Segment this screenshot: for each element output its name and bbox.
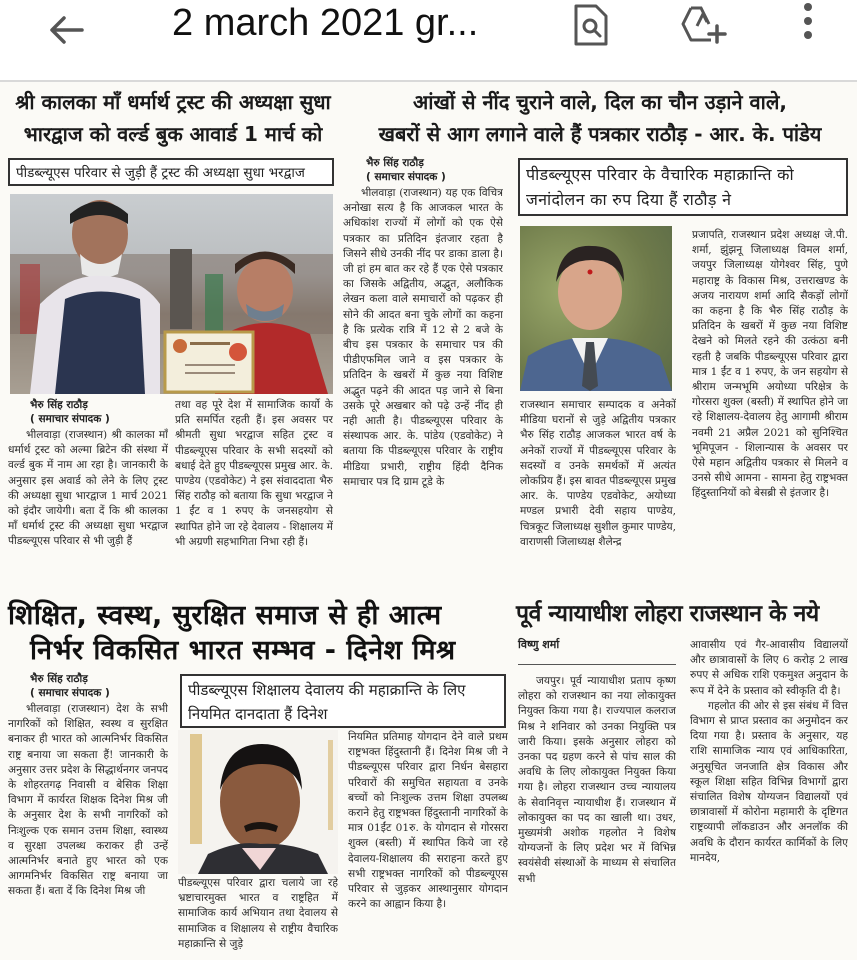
newspaper-page[interactable] (0, 82, 857, 960)
drive-add-icon (677, 2, 733, 50)
article-text: भीलवाड़ा (राजस्थान) यह एक विचित्र अनोखा सत्य है कि आजकल भारत के अधिकांश राज्यों में लोगों को एक ऐसे पत्रकार का प्रतिदिन इंतजार रहता है जिसने सीधे उनकी नींद पर डाका डाला है। जी हां हम बात कर रहे हैं एक ऐसे पत्रकार का जिसके अद्वितीय, अद्भुत, अलौकिक लेखन कला वाले समाचारों को पढ़कर ही सोने की आदत बना चुके लोगों का कहना है कि प्रत्येक रात्रि में 12 से 2 बजे के बीच इस पत्रकार के समाचार पत्र की पीडीएफमिल जाने व इस पत्रकार के प्रतिदिन के खबरों में कुछ नया विशिष्ट अद्भुत पढ़ने की आदत पड़ जाने से बिना उसके पूरे अखबार को पढ़े उन्हें नींद ही नही आती है। पीडब्ल्यूएस परिवार के संस्थापक आर. के. पांडेय (एडवोकेट) ने बताया कि पीडब्ल्यूएस परिवार के राष्ट्रीय मीडिया प्रभारी, राष्ट्रीय हिंदी दैनिक समाचार पत्र दि ग्राम टूडे के (343, 187, 503, 488)
article-text: गहलोत की ओर से इस संबंध में वित्त विभाग से प्राप्त प्रस्ताव का अनुमोदन कर दिया गया है। प्रस्ताव के अनुसार, यह राशि सामाजिक न्याय एवं आधिकारिता, अनुसूचित जनजाति क्षेत्र विकास और स्कूल शिक्षा सहित विभिन्न विभागों द्वारा संचालित विशेष योग्यजन विद्यालयों एवं छात्रावासों में कोरोना महामारी के दृष्टिगत राष्ट्रव्यापी लॉकडाउन और अनलॉक की अवधि के दौरान कार्यरत कार्मिकों के लिए मानदेय, (690, 699, 848, 864)
article2-column-3 (692, 228, 848, 598)
article4-column-2 (690, 638, 848, 960)
article-text: राजस्थान समाचार सम्पादक व अनेकों मीडिया घरानों से जुड़े अद्वितीय पत्रकार भैरु सिंह राठौड़ आजकल भारत वर्ष के अनेकों राज्यों में पीडब्ल्यूएस परिवार के सदस्यों व उनके समर्थकों में अत्यंत लोकप्रिय हैं। इस बावत पीडब्ल्यूएस प्रमुख आर. के. पाण्डेय एडवोकेट, अयोध्या मण्डल प्रभारी देवी सहाय पाण्डेय, चित्रकूट जिलाध्यक्ष सुशील कुमार पाण्डेय, वाराणसी जिलाध्यक्ष शैलेन्द्र (520, 399, 676, 548)
document-search-icon (568, 2, 616, 50)
award-photo (10, 194, 333, 394)
article4-byline: विष्णु शर्मा (518, 638, 560, 651)
article-text: तथा वह पूरे देश में सामाजिक कार्यो के प्रति समर्पित रहती हैं। इस अवसर पर श्रीमती सुधा भरद्वाज सहित ट्रस्ट व पीडब्ल्यूएस परिवार के सभी सदस्यों को बधाई देते हुए पीडब्ल्यूएस प्रमुख आर. के. पाण्डेय (एडवोकेट) ने इस संवाददाता भैरु सिंह राठौड़ को बताया कि सुधा भरद्वाज ने 1 ईंट व 1 रुपए के जनसहयोग से स्थापित होने जा रहे देवालय - शिक्षालय में भी अग्रणी सहभागिता निभा रही हैं। (175, 399, 333, 548)
article-text: आवासीय एवं गैर-आवासीय विद्यालयों और छात्रावासों के लिए 6 करोड़ 2 लाख रुपए से अधिक राशि एकमुश्त अनुदान के रूप में देने के प्रस्ताव को स्वीकृति दी है। (690, 639, 848, 697)
article2-column-1 (343, 186, 503, 596)
article-text: नियमित प्रतिमाह योगदान देने वाले प्रथम राष्ट्रभक्त हिंदुस्तानी हैं। दिनेश मिश्र जी ने पीडब्ल्यूएस परिवार द्वारा निर्धन बेसहारा परिवारों की समुचित सहायता व उनके बच्चों को निःशुल्क उत्तम शिक्षा उपलब्ध कराने हेतु राष्ट्रभक्त हिंदुस्तानी नागरिकों के मात्र 01ईंट 01रु. के योगदान से गोरसरा शुक्ल (बस्ती) में स्थापित किये जा रहे देवालय-शिक्षालय की सराहना करते हुए सभी राष्ट्रभक्त नागरिकों को पीडब्ल्यूएस परिवार से जुड़कर आस्थानुसार योगदान करने का आह्वान किया है। (348, 731, 508, 911)
article4-column-1 (518, 674, 676, 960)
byline-role: ( समाचार संपादक ) (30, 687, 110, 699)
article2-headline (345, 86, 855, 150)
byline-role: ( समाचार संपादक ) (30, 413, 110, 425)
more-vert-icon (784, 2, 832, 50)
article3-column-2 (178, 876, 338, 960)
article-text: जयपुर। पूर्व न्यायाधीश प्रताप कृष्ण लोहरा को राजस्थान का नया लोकायुक्त नियुक्त किया गया है। राज्यपाल कलराज मिश्र ने शनिवार को उनका नियुक्ति पत्र जारी किया। इसके अनुसार लोहरा को उनका पद ग्रहण करने से पांच साल की अवधि के लिए लोकायुक्त नियुक्त किया गया है। लोहरा राजस्थान उच्च न्यायालय के सेवानिवृत्त न्यायाधीश हैं। राजस्थान में लोकायुक्त का पद का खाली था। उधर, मुख्यमंत्री अशोक गहलोत ने विशेष योग्यजनों के लिए प्रदेश भर में विभिन्न स्वयंसेवी संस्थाओं के माध्यम से संचालित सभी (518, 675, 676, 885)
headline-line: शिक्षित, स्वस्थ, सुरक्षित समाज से ही आत्म (8, 600, 442, 631)
document-title: 2 march 2021 gr... (172, 2, 479, 44)
article2-subhead: पीडब्ल्यूएस परिवार के वैचारिक महाक्रान्ति को जनांदोलन का रुप दिया हैं राठौड़ ने (518, 158, 848, 216)
byline-name: भैरु सिंह राठौड़ (30, 399, 88, 411)
article1-column-2 (175, 398, 333, 598)
byline-name: भैरु सिंह राठौड़ (30, 673, 88, 685)
article1-subhead: पीडब्ल्यूएस परिवार से जुड़ी हैं ट्रस्ट की अध्यक्षा सुधा भरद्वाज (8, 158, 334, 186)
article1-column-1 (8, 428, 168, 598)
article4-headline: पूर्व न्यायाधीश लोहरा राजस्थान के नये (516, 601, 819, 627)
article3-headline (8, 598, 513, 668)
app-bar (0, 0, 857, 80)
arrow-left-icon (42, 10, 92, 60)
article-text: भीलवाड़ा (राजस्थान) श्री कालका माँ धर्मार्थ ट्रस्ट को अल्मा ब्रिटेन की संस्था में वर्ल्ड बुक में नाम आ रहा है। जानकारी के अनुसार इस अवार्ड को लेने के लिए ट्रस्ट की अध्यक्षा सुधा भारद्वाज 1 मार्च 2021 को इंदौर जायेगी। बता दें कि श्री कालका माँ धर्मार्थ ट्रस्ट की अध्यक्षा सुधा भरद्वाज पीडब्ल्यूएस परिवार से भी जुड़ी हैं (8, 429, 168, 548)
add-to-drive-button[interactable] (677, 2, 725, 50)
byline-role: ( समाचार संपादक ) (366, 171, 446, 183)
article3-byline (30, 672, 110, 700)
article1-headline (8, 86, 338, 150)
article-text: भीलवाड़ा (राजस्थान) देश के सभी नागरिकों को शिक्षित, स्वस्थ व सुरक्षित बनाकर ही भारत को आत्मनिर्भर विकसित राष्ट्र बनाया जा सकता हैं! जानकारी के अनुसार उत्तर प्रदेश के सिद्धार्थनगर जनपद के शोहरतगढ़ निवासी व बेसिक शिक्षा विभाग में कार्यरत शिक्षक दिनेश मिश्र जी के अनुसार देश के सभी नागरिकों को निःशुल्क एक समान उत्तम शिक्षा, स्वास्थ्य व सुरक्षा उपलब्ध कराकर ही उन्हें आत्मनिर्भर बनाते हुए भारत को एक आगमनिर्भर विकसित राष्ट्र बनाया जा सकता हैं। बता दें कि दिनेश मिश्र जी (8, 703, 168, 898)
dinesh-photo (178, 730, 338, 874)
article1-byline (30, 398, 110, 426)
byline-name: भैरु सिंह राठौड़ (366, 157, 424, 169)
headline-line: निर्भर विकसित भारत सम्भव - दिनेश मिश्र (30, 635, 456, 666)
article-text: प्रजापति, राजस्थान प्रदेश अध्यक्ष जे.पी. शर्मा, झुंझनू जिलाध्यक्ष विमल शर्मा, जयपुर जिलाध्यक्ष योगेश्वर सिंह, पुणे महाराष्ट्र के विकास मिश्र, उत्तराखण्ड के अजय नारायण शर्मा आदि सैकड़ों लोगों का कहना है कि भैरु सिंह राठौड़ के प्रतिदिन के खबरों में कुछ नया विशिष्ट देखने को मिलते रहने की उत्कंठा बनी रहती है जबकि पीडब्ल्यूएस परिवार द्वारा मात्र 1 ईंट व 1 रुपए, के जन सहयोग से श्रीराम जन्मभूमि अयोध्या परिक्षेत्र के गोरसरा शुक्ल (बस्ती) में स्थापित होने जा रहे शिक्षालय-देवालय हेतु आगामी श्रीराम नवमी 21 अप्रैल 2021 को सुनिश्चित भूमिपूजन - शिलान्यास के अवसर पर ऐसे महान अद्वितीय पत्रकार से मिलने व उनसे सीधे आमना - सामना हेतु राष्ट्रभक्त हिंदुस्तानियों को बेसब्री से इंतजार है। (692, 229, 848, 500)
back-button[interactable] (42, 10, 92, 60)
byline-rule (518, 664, 676, 665)
article2-byline (366, 156, 446, 184)
more-options-button[interactable] (784, 2, 832, 50)
article3-column-1 (8, 702, 168, 960)
article2-column-2 (520, 398, 676, 598)
headline-line: खबरों से आग लगाने वाले हैं पत्रकार राठौड़ - आर. के. पांडेय (378, 122, 822, 146)
article3-column-3 (348, 730, 508, 960)
lens-button[interactable] (568, 2, 616, 50)
portrait-photo (520, 226, 672, 391)
headline-line: भारद्वाज को वर्ल्ड बुक आवार्ड 1 मार्च को (23, 122, 323, 146)
headline-line: श्री कालका माँ धर्मार्थ ट्रस्ट की अध्यक्षा सुधा (15, 90, 331, 114)
headline-line: आंखों से नींद चुराने वाले, दिल का चौन उड़ाने वाले, (413, 90, 787, 114)
article-text: पीडब्ल्यूएस परिवार द्वारा चलाये जा रहे भ्रष्टाचारमुक्त भारत व राष्ट्रहित में सामाजिक कार्य अभियान तथा देवालय से सामाजिक व शिक्षालय से राष्ट्रीय वैचारिक महाक्रान्ति से जुड़े (178, 877, 338, 950)
article3-subhead: पीडब्ल्यूएस शिक्षालय देवालय की महाक्रान्ति के लिए नियमित दानदाता हैं दिनेश (180, 674, 506, 728)
